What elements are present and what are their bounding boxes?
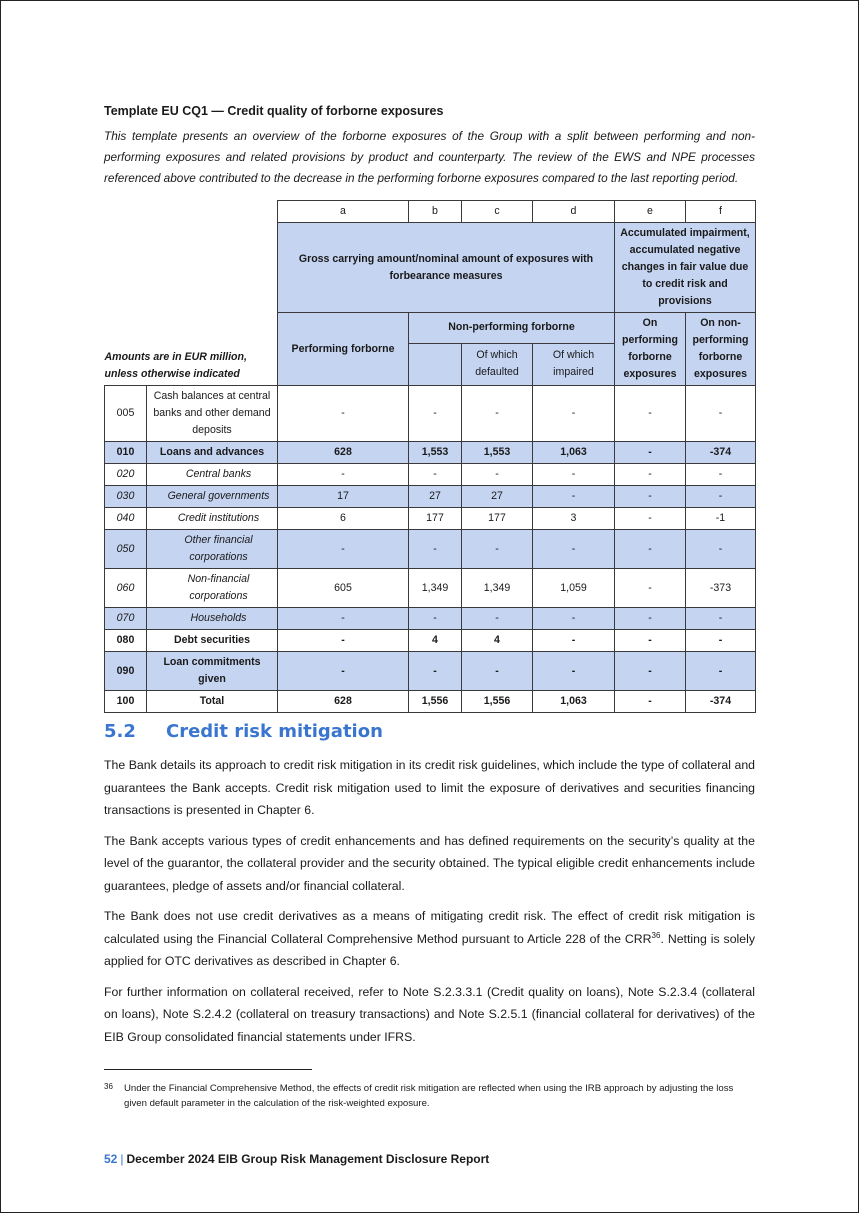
cell-f: - [686,464,756,486]
cell-c: - [462,608,533,630]
cell-e: - [615,486,686,508]
col-letter-d: d [533,201,615,223]
row-code: 060 [105,569,147,608]
cell-a: 605 [278,569,409,608]
cell-e: - [615,608,686,630]
row-code: 070 [105,608,147,630]
row-label: Loan commitments given [147,652,278,691]
cell-f: - [686,530,756,569]
section-title: Credit risk mitigation [166,721,383,742]
cell-d: - [533,386,615,442]
cell-f: -373 [686,569,756,608]
cell-b: 27 [409,486,462,508]
cell-e: - [615,386,686,442]
of-which-defaulted-header: Of which defaulted [462,343,533,386]
row-code: 005 [105,386,147,442]
row-label: Cash balances at central banks and other demand deposits [147,386,278,442]
paragraph: The Bank details its approach to credit risk mitigation in its credit risk guidelines, which include the type of collateral and guarantees the Bank accepts. Credit risk mitigation used to limit the exposure of derivatives and securities financing transactions is presented in Chapter 6. [104,758,755,817]
main-content [104,104,755,713]
cell-b: 177 [409,508,462,530]
cell-b: - [409,464,462,486]
cell-d: - [533,486,615,508]
cell-f: - [686,630,756,652]
cell-a: - [278,464,409,486]
cell-b: 4 [409,630,462,652]
row-code: 010 [105,442,147,464]
cell-e: - [615,569,686,608]
cell-e: - [615,442,686,464]
row-label: Households [147,608,278,630]
cell-f: -374 [686,442,756,464]
cell-a: 628 [278,442,409,464]
row-code: 030 [105,486,147,508]
cell-c: - [462,652,533,691]
cell-b: 1,553 [409,442,462,464]
cell-d: - [533,652,615,691]
cell-c: - [462,464,533,486]
cell-e: - [615,652,686,691]
col-letter-f: f [686,201,756,223]
forborne-exposures-table [104,200,756,713]
cell-a: - [278,386,409,442]
row-code: 090 [105,652,147,691]
paragraph: The Bank accepts various types of credit enhancements and has defined requirements on the security’s quality at the level of the guarantor, the collateral provider and the security obtained. The typical eligible credit enhancements include guarantees, pledge of assets and/or financial collateral. [104,833,755,893]
footer-title: December 2024 EIB Group Risk Management Disclosure Report [126,1152,490,1166]
on-performing-header: On performing forborne exposures [615,313,686,386]
cell-c: - [462,386,533,442]
cell-a: - [278,608,409,630]
section-body [104,754,755,1056]
cell-c: 1,553 [462,442,533,464]
cell-c: 4 [462,630,533,652]
footnote-number: 36 [104,1082,113,1091]
amounts-note: Amounts are in EUR million, unless otherwise indicated [104,351,247,380]
cell-c: - [462,530,533,569]
cell-c: 1,556 [462,691,533,713]
cell-e: - [615,530,686,569]
cell-a: 6 [278,508,409,530]
section-number: 5.2 [104,721,136,742]
cell-f: -374 [686,691,756,713]
row-label: Total [147,691,278,713]
col-letter-e: e [615,201,686,223]
cell-b: - [409,386,462,442]
cell-f: - [686,386,756,442]
col-letter-c: c [462,201,533,223]
cell-d: 1,059 [533,569,615,608]
cell-a: 628 [278,691,409,713]
page-number: 52 [104,1152,118,1166]
cell-b: - [409,530,462,569]
row-code: 050 [105,530,147,569]
row-code: 040 [105,508,147,530]
row-label: Loans and advances [147,442,278,464]
row-code: 020 [105,464,147,486]
of-which-impaired-header: Of which impaired [533,343,615,386]
gross-carrying-header: Gross carrying amount/nominal amount of exposures with forbearance measures [278,223,615,313]
footnote-ref[interactable]: 36 [651,930,661,940]
paragraph: The Bank does not use credit derivatives as a means of mitigating credit risk. The effect of credit risk mitigation is calculated using the Financial Collateral Comprehensive Method pursuant to Article 228 of the CRR$^{36}$. Netting is solely applied for OTC derivatives as described in Chapter 6. [104,909,755,968]
footnote-text: Under the Financial Comprehensive Method, the effects of credit risk mitigation are reflected when using the IRB approach by adjusting the loss given default parameter in the calculation of the risk-weighted exposure. [124,1083,734,1109]
template-intro: This template presents an overview of the forborne exposures of the Group with a split between performing and non-performing exposures and related provisions by product and counterparty. The review of the EWS and NPE processes referenced above contributed to the decrease in the performing forborne exposures compared to the last reporting period. [104,129,755,185]
cell-d: - [533,630,615,652]
footnote-divider [104,1069,312,1070]
footer-separator: | [120,1152,124,1166]
on-nonperforming-header: On non-performing forborne exposures [686,313,756,386]
section-heading [104,721,383,742]
cell-c: 27 [462,486,533,508]
cell-d: 1,063 [533,691,615,713]
cell-b: - [409,652,462,691]
cell-b: 1,556 [409,691,462,713]
cell-e: - [615,464,686,486]
row-label: Central banks [147,464,278,486]
cell-f: - [686,652,756,691]
row-label: Non-financial corporations [147,569,278,608]
cell-d: - [533,608,615,630]
row-code: 100 [105,691,147,713]
cell-e: - [615,691,686,713]
col-letter-a: a [278,201,409,223]
cell-c: 1,349 [462,569,533,608]
cell-d: 3 [533,508,615,530]
cell-f: - [686,486,756,508]
accumulated-impairment-header: Accumulated impairment, accumulated negative changes in fair value due to credit risk and provisions [615,223,756,313]
cell-e: - [615,630,686,652]
cell-d: 1,063 [533,442,615,464]
cell-a: - [278,652,409,691]
row-code: 080 [105,630,147,652]
cell-a: 17 [278,486,409,508]
page-footer [104,1152,489,1166]
cell-d: - [533,464,615,486]
cell-d: - [533,530,615,569]
footnote [104,1081,755,1111]
cell-a: - [278,630,409,652]
row-label: General governments [147,486,278,508]
cell-f: -1 [686,508,756,530]
template-title: Template EU CQ1 — Credit quality of forborne exposures [104,104,444,118]
cell-a: - [278,530,409,569]
cell-c: 177 [462,508,533,530]
paragraph: For further information on collateral received, refer to Note S.2.3.3.1 (Credit quality on loans), Note S.2.3.4 (collateral on loans), Note S.2.4.2 (collateral on treasury transactions) and Note S.2.5.1 (financial collateral for derivatives) of the EIB Group consolidated financial statements under IFRS. [104,984,755,1044]
performing-forborne-header: Performing forborne [278,313,409,386]
cell-f: - [686,608,756,630]
row-label: Debt securities [147,630,278,652]
col-letter-b: b [409,201,462,223]
cell-b: - [409,608,462,630]
row-label: Credit institutions [147,508,278,530]
nonperforming-forborne-header: Non-performing forborne [409,313,615,344]
cell-e: - [615,508,686,530]
cell-b: 1,349 [409,569,462,608]
row-label: Other financial corporations [147,530,278,569]
